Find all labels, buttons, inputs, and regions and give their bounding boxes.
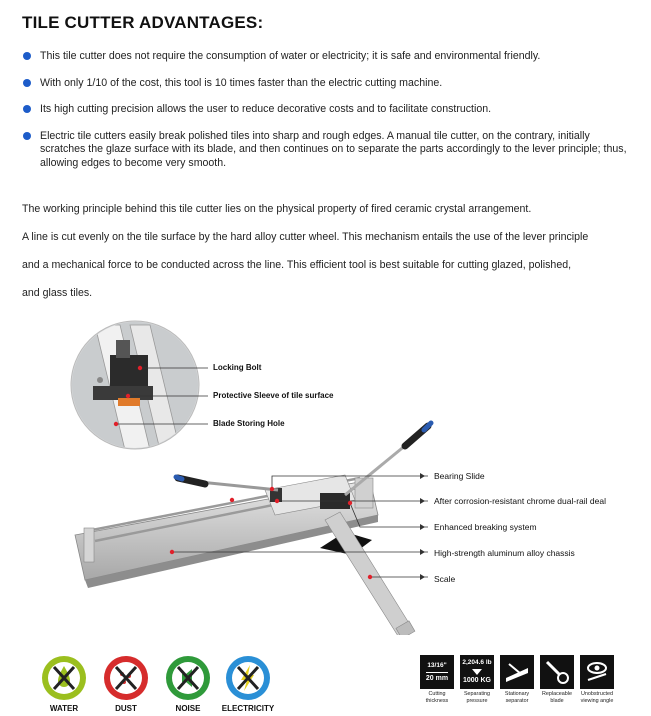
callout-dual-rail: After corrosion-resistant chrome dual-rail deal: [434, 496, 606, 506]
dust-label: DUST: [115, 704, 137, 713]
arrow-down-icon: [472, 669, 482, 675]
callout-locking-bolt: Locking Bolt: [213, 363, 262, 372]
principle-paragraph: and a mechanical force to be conducted across the line. This efficient tool is best suitable for cutting glazed, polished,: [22, 259, 572, 271]
advantage-text: This tile cutter does not require the consumption of water or electricity; it is safe and environmental friendly.: [40, 50, 541, 62]
marker-dot: [126, 394, 130, 398]
cutting-thickness-icon: [420, 655, 454, 689]
electricity-label: ELECTRICITY: [221, 704, 275, 713]
tile-cutter-body: [75, 423, 431, 635]
spec-value: 20 mm: [426, 672, 448, 683]
spec-replaceable-blade: [540, 655, 574, 713]
noise-label: NOISE: [175, 704, 201, 713]
bullet-icon: [23, 132, 31, 140]
no-electricity-icon: [224, 654, 272, 702]
advantages-list: [22, 50, 632, 183]
spec-icons: [420, 655, 620, 713]
spec-caption: Replaceable blade: [542, 691, 572, 704]
principle-paragraph: A line is cut evenly on the tile surface by the hard alloy cutter wheel. This mechanism entails the use of the lever principle: [22, 231, 589, 243]
advantage-text: Electric tile cutters easily break polished tiles into sharp and rough edges. A manual tile cutter, on the contrary, initially scratches the glaze surface with its blade, and then continues on to separate the parts accordingly to the lever principle; thus, allowing edges to become very smooth.: [40, 129, 627, 169]
no-noise-badge: [164, 654, 212, 716]
spec-top-text: 2,204.6 lb: [462, 659, 492, 666]
spec-stationary-separator: [500, 655, 534, 713]
marker-dot: [368, 575, 372, 579]
callout-blade-storing-hole: Blade Storing Hole: [213, 419, 285, 428]
spec-value: 1000 KG: [462, 677, 492, 684]
spec-viewing-angle: [580, 655, 614, 713]
environment-icons: [38, 654, 278, 714]
list-item: [22, 103, 632, 117]
separating-pressure-icon: [460, 655, 494, 689]
list-item: [22, 50, 632, 64]
bullet-icon: [23, 52, 31, 60]
list-item: [22, 77, 632, 91]
callout-breaking-system: Enhanced breaking system: [434, 522, 537, 532]
spec-top-text: 13/16": [427, 661, 447, 669]
no-water-icon: [40, 654, 88, 702]
advantage-text: Its high cutting precision allows the user to reduce decorative costs and to facilitate construction.: [40, 103, 492, 115]
callout-chassis: High-strength aluminum alloy chassis: [434, 548, 575, 558]
spec-separating-pressure: [460, 655, 494, 713]
no-water-badge: [40, 654, 88, 716]
spec-cutting-thickness: [420, 655, 454, 713]
tile-cutter-illustration: [0, 305, 651, 635]
principle-paragraph: and glass tiles.: [22, 287, 93, 299]
marker-dot: [348, 501, 352, 505]
no-dust-badge: [102, 654, 150, 716]
stationary-separator-icon: [500, 655, 534, 689]
callout-protective-sleeve: Protective Sleeve of tile surface: [213, 391, 334, 400]
no-electricity-badge: [221, 654, 275, 716]
principle-paragraph: The working principle behind this tile cutter lies on the physical property of fired ceramic crystal arrangement.: [22, 203, 532, 215]
detail-circle: [60, 320, 210, 450]
marker-dot: [170, 550, 174, 554]
spec-caption: Separating pressure: [463, 691, 491, 704]
replaceable-blade-icon: [540, 655, 574, 689]
list-item: [22, 130, 632, 171]
water-label: WATER: [49, 704, 79, 713]
marker-dot: [114, 422, 118, 426]
callout-bearing-slide: Bearing Slide: [434, 471, 485, 481]
marker-dot: [275, 499, 279, 503]
no-dust-icon: [102, 654, 150, 702]
marker-dot: [270, 487, 274, 491]
page-title: TILE CUTTER ADVANTAGES:: [22, 13, 264, 32]
spec-caption: Cutting thickness: [425, 691, 449, 704]
tile-cutter-figure: [0, 305, 651, 635]
spec-caption: Stationary separator: [504, 691, 530, 704]
bullet-icon: [23, 79, 31, 87]
no-noise-icon: [164, 654, 212, 702]
viewing-angle-icon: [580, 655, 614, 689]
marker-dot: [230, 498, 234, 502]
callout-scale: Scale: [434, 574, 456, 584]
bullet-icon: [23, 105, 31, 113]
marker-dot: [138, 366, 142, 370]
spec-caption: Unobstructed viewing angle: [580, 691, 614, 704]
advantage-text: With only 1/10 of the cost, this tool is 10 times faster than the electric cutting machine.: [40, 76, 443, 89]
